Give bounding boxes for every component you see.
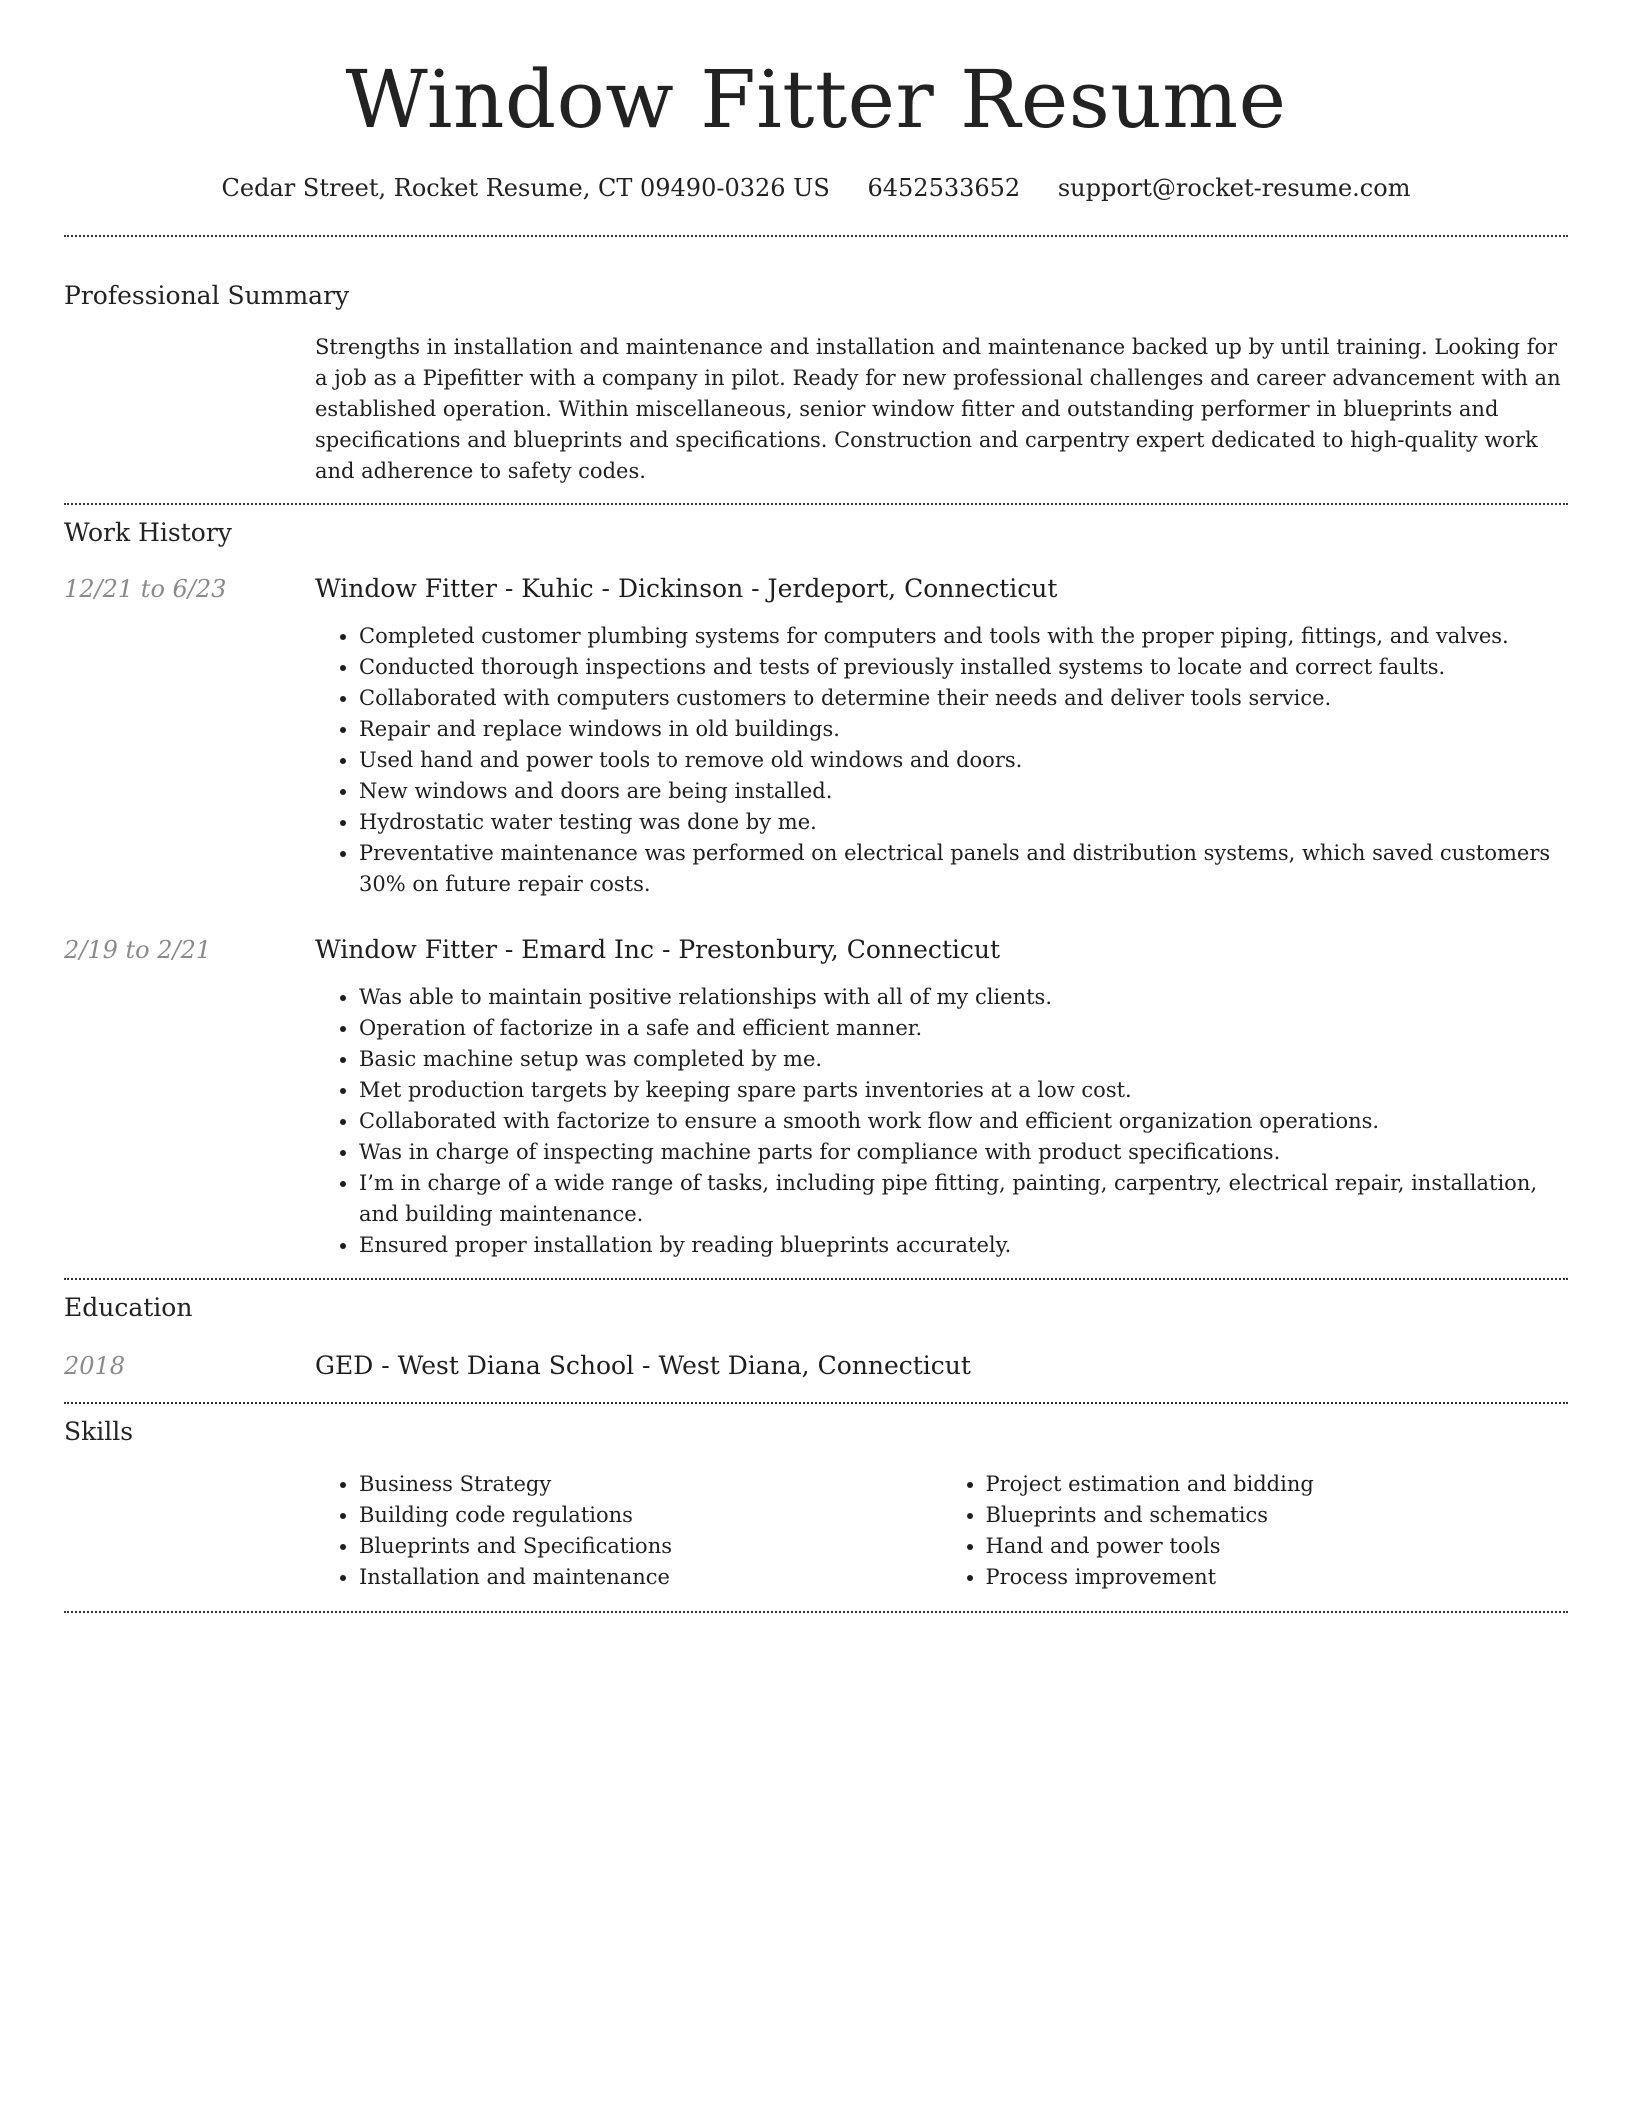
job-entry [64,573,1568,900]
list-item: • Project estimation and bidding [986,1469,1569,1500]
divider [64,1611,1568,1613]
list-item: • Used hand and power tools to remove old windows and doors. [359,745,1568,776]
skills-list-left [315,1469,942,1593]
work-section [64,517,1568,1261]
job-entry [64,934,1568,1261]
list-item: • Hydrostatic water testing was done by me. [359,807,1568,838]
resume-title: Window Fitter Resume [345,53,1287,146]
contact-email: support@rocket-resume.com [1057,174,1411,202]
contact-line [64,172,1568,204]
job-bullets [315,982,1568,1261]
divider [64,503,1568,505]
list-item: • Repair and replace windows in old buildings. [359,714,1568,745]
job-bullets [315,621,1568,900]
job-dates: 2/19 to 2/21 [64,936,212,964]
list-item: • Installation and maintenance [359,1562,942,1593]
list-item: • Process improvement [986,1562,1569,1593]
list-item: • Blueprints and Specifications [359,1531,942,1562]
summary-text: Strengths in installation and maintenance and installation and maintenance backed up by until training. Looking for a job as a Pipefitter with a company in pilot. Ready for new professional challenges and career advancement with an established operation. Within miscellaneous, senior window fitter and outstanding performer in blueprints and specifications and blueprints and specifications. Construction and carpentry expert dedicated to high-quality work and adherence to safety codes. [315,335,1561,483]
contact-phone: 6452533652 [867,174,1021,202]
education-date: 2018 [64,1352,126,1380]
list-item: • Hand and power tools [986,1531,1569,1562]
list-item: • Operation of factorize in a safe and efficient manner. [359,1013,1568,1044]
job-title: Window Fitter - Emard Inc - Prestonbury, Connecticut [315,935,1001,964]
list-item: • Was able to maintain positive relationships with all of my clients. [359,982,1568,1013]
job-title: Window Fitter - Kuhic - Dickinson - Jerdeport, Connecticut [315,574,1058,603]
list-item: • Preventative maintenance was performed on electrical panels and distribution systems, which saved customers 30% on future repair costs. [359,838,1568,900]
list-item: • Blueprints and schematics [986,1500,1569,1531]
list-item: • Collaborated with factorize to ensure a smooth work flow and efficient organization operations. [359,1106,1568,1137]
education-heading: Education [64,1293,193,1322]
list-item: • New windows and doors are being installed. [359,776,1568,807]
list-item: • Met production targets by keeping spare parts inventories at a low cost. [359,1075,1568,1106]
summary-section [64,280,1568,487]
divider [64,235,1568,237]
skills-heading: Skills [64,1417,134,1446]
list-item: • Ensured proper installation by reading blueprints accurately. [359,1230,1568,1261]
list-item: • Completed customer plumbing systems for computers and tools with the proper piping, fittings, and valves. [359,621,1568,652]
list-item: • Was in charge of inspecting machine parts for compliance with product specifications. [359,1137,1568,1168]
skills-list-right [942,1469,1569,1593]
divider [64,1402,1568,1404]
work-heading: Work History [64,518,232,547]
list-item: • Conducted thorough inspections and tests of previously installed systems to locate and correct faults. [359,652,1568,683]
education-section [64,1292,1568,1382]
list-item: • Collaborated with computers customers to determine their needs and deliver tools service. [359,683,1568,714]
contact-address: Cedar Street, Rocket Resume, CT 09490-0326 US [221,174,830,202]
job-dates: 12/21 to 6/23 [64,575,227,603]
list-item: • I’m in charge of a wide range of tasks, including pipe fitting, painting, carpentry, electrical repair, installation, and building maintenance. [359,1168,1568,1230]
list-item: • Basic machine setup was completed by me. [359,1044,1568,1075]
education-entry: GED - West Diana School - West Diana, Connecticut [315,1351,971,1380]
resume-page [64,0,1568,1613]
summary-heading: Professional Summary [64,281,350,310]
list-item: • Building code regulations [359,1500,942,1531]
list-item: • Business Strategy [359,1469,942,1500]
skills-section [64,1416,1568,1593]
divider [64,1278,1568,1280]
